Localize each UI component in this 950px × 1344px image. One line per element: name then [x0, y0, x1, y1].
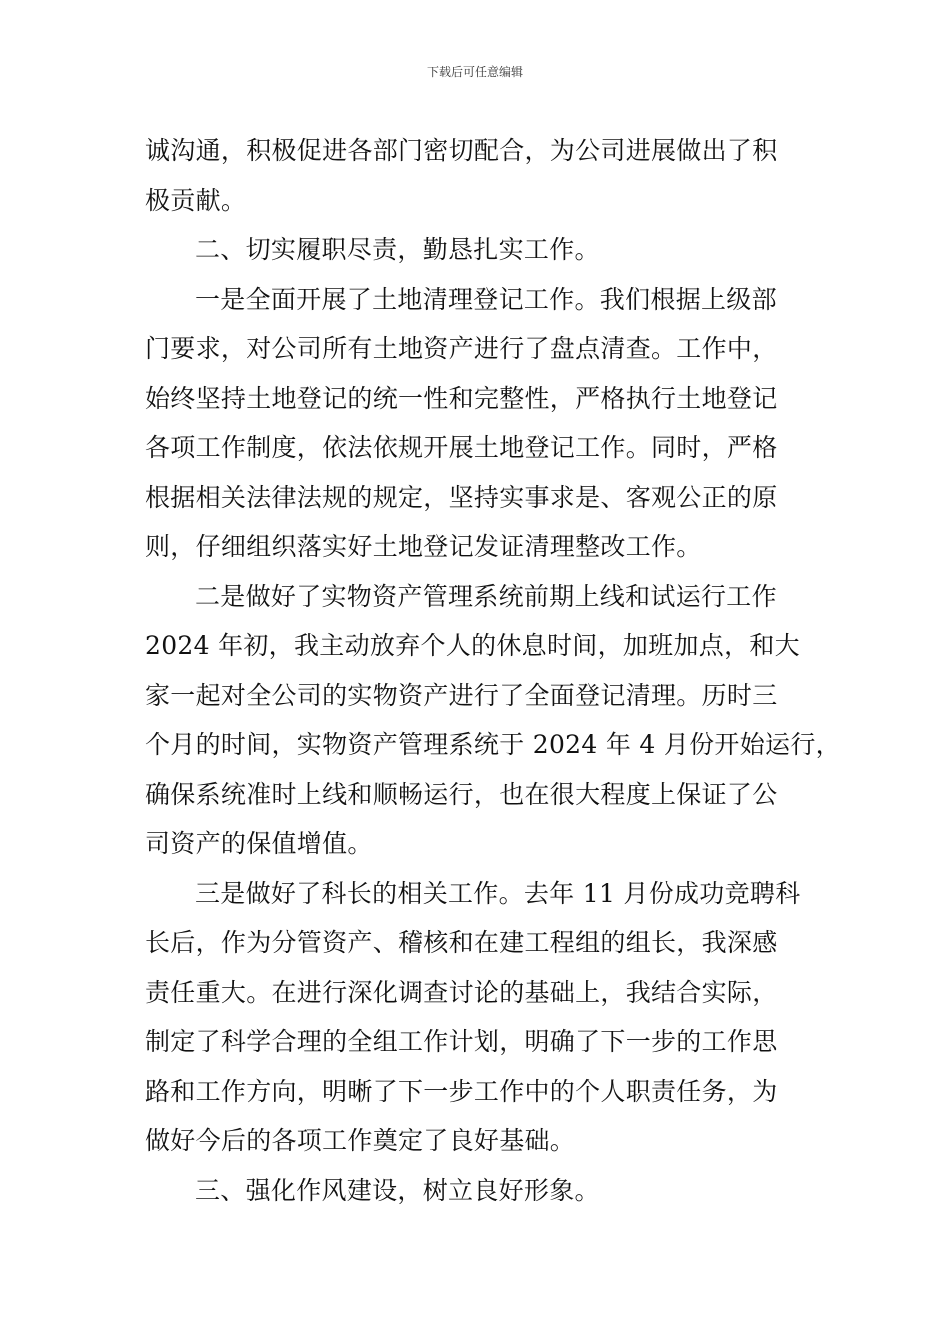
text-line: 责任重大。在进行深化调查讨论的基础上，我结合实际，: [145, 977, 778, 1007]
text-line: 二是做好了实物资产管理系统前期上线和试运行工作: [195, 581, 777, 611]
text-line: 始终坚持土地登记的统一性和完整性，严格执行土地登记: [145, 383, 778, 413]
text-line: 个月的时间，实物资产管理系统于 2024 年 4 月份开始运行，: [145, 730, 841, 759]
text-line: 做好今后的各项工作奠定了良好基础。: [145, 1126, 576, 1155]
section-heading-3: [145, 1166, 815, 1216]
document-body: [145, 126, 841, 1215]
page-header: 下载后可任意编辑: [426, 65, 523, 79]
text-line: 诚沟通，积极促进各部门密切配合，为公司进展做出了积: [145, 136, 778, 165]
text-line: 一是全面开展了土地清理登记工作。我们根据上级部: [195, 284, 777, 314]
text-line: 路和工作方向，明晰了下一步工作中的个人职责任务，为: [145, 1076, 778, 1106]
text-line: 门要求，对公司所有土地资产进行了盘点清查。工作中，: [145, 334, 778, 363]
text-line: 家一起对全公司的实物资产进行了全面登记清理。历时三: [145, 680, 778, 710]
paragraph-section-chief: [145, 869, 815, 1166]
text-line: 制定了科学合理的全组工作计划，明确了下一步的工作思: [145, 1027, 778, 1056]
text-line: 长后，作为分管资产、稽核和在建工程组的组长，我深感: [145, 928, 778, 957]
text-line: 二、切实履职尽责，勤恳扎实工作。: [195, 235, 600, 264]
paragraph-continuation: [145, 126, 815, 225]
paragraph-land-registration: [145, 275, 815, 572]
section-heading-2: [145, 225, 815, 275]
text-line: 确保系统准时上线和顺畅运行，也在很大程度上保证了公: [145, 779, 778, 809]
text-line: 三是做好了科长的相关工作。去年 11 月份成功竞聘科: [195, 878, 801, 908]
paragraph-asset-system: [145, 572, 841, 869]
text-line: 根据相关法律法规的规定，坚持实事求是、客观公正的原: [145, 482, 778, 512]
text-line: 极贡献。: [145, 185, 247, 215]
text-line: 三、强化作风建设，树立良好形象。: [195, 1175, 600, 1205]
text-line: 2024 年初，我主动放弃个人的休息时间，加班加点，和大: [145, 631, 800, 660]
text-line: 则，仔细组织落实好土地登记发证清理整改工作。: [145, 532, 702, 561]
text-line: 司资产的保值增值。: [145, 829, 373, 858]
text-line: 各项工作制度，依法依规开展土地登记工作。同时，严格: [145, 433, 778, 462]
